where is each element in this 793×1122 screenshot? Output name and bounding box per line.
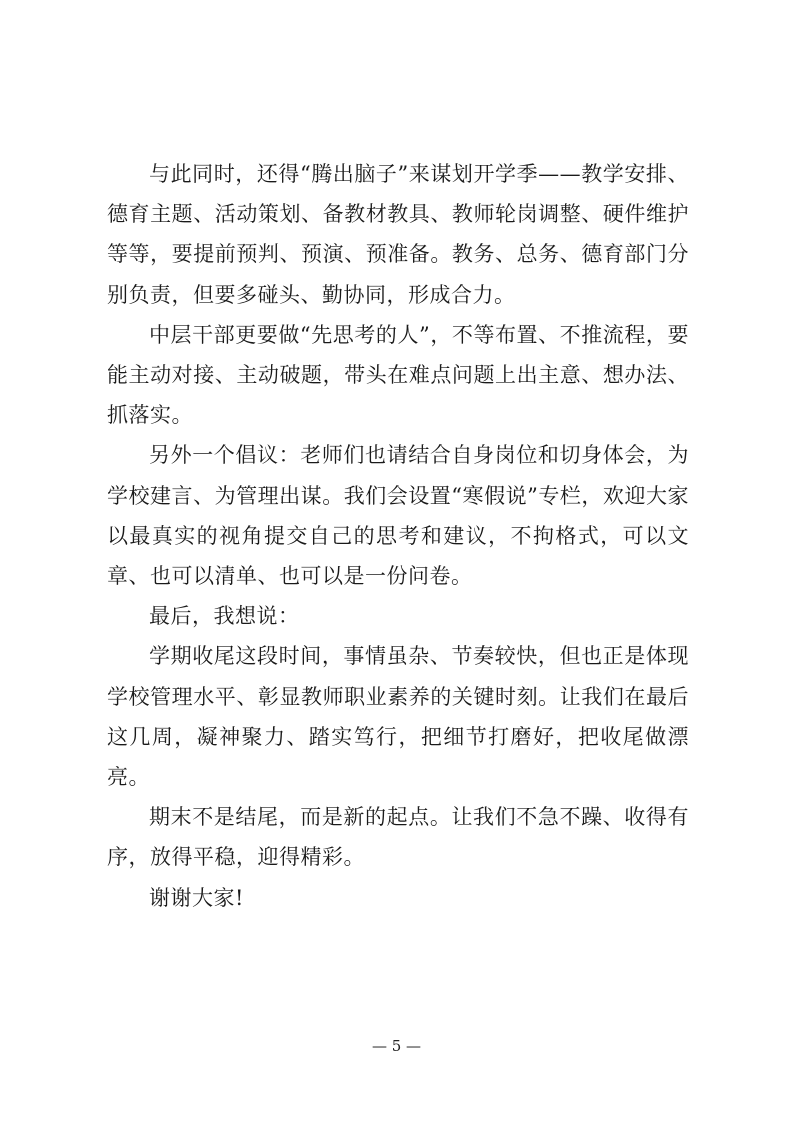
paragraph: 与此同时，还得“腾出脑子”来谋划开学季——教学安排、德育主题、活动策划、备教材教具、教师轮岗调整、硬件维护等等，要提前预判、预演、预准备。教务、总务、德育部门分别负责，但要多碰头、勤协同，形成合力。 xyxy=(107,162,689,307)
paragraph: 期末不是结尾，而是新的起点。让我们不急不躁、收得有序，放得平稳，迎得精彩。 xyxy=(107,805,689,870)
paragraph: 谢谢大家! xyxy=(149,885,244,910)
body-text xyxy=(107,154,689,918)
paragraph: 学期收尾这段时间，事情虽杂、节奏较快，但也正是体现学校管理水平、彰显教师职业素养的关键时刻。让我们在最后这几周，凝神聚力、踏实笃行，把细节打磨好，把收尾做漂亮。 xyxy=(107,644,689,790)
paragraph: 最后，我想说： xyxy=(149,604,300,629)
page-number: — 5 — xyxy=(371,1037,422,1055)
paragraph: 中层干部更要做“先思考的人”，不等布置、不推流程，要能主动对接、主动破题，带头在难点问题上出主意、想办法、抓落实。 xyxy=(107,322,689,428)
paragraph: 另外一个倡议：老师们也请结合自身岗位和切身体会，为学校建言、为管理出谋。我们会设置“寒假说”专栏，欢迎大家以最真实的视角提交自己的思考和建议，不拘格式，可以文章、也可以清单、也可以是一份问卷。 xyxy=(107,443,689,589)
